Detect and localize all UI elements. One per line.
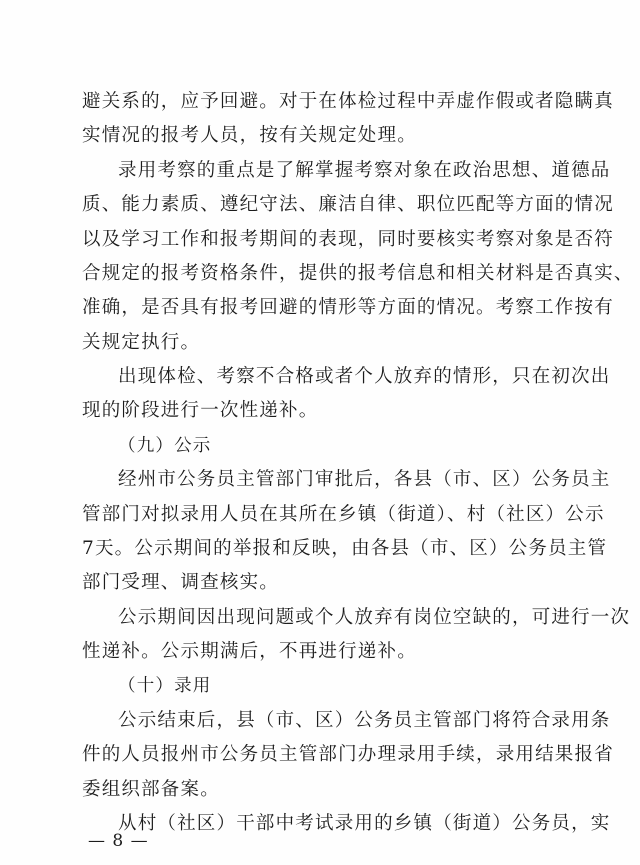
paragraph-start-line: 录用考察的重点是了解掌握考察对象在政治思想、道德品 [118, 160, 611, 181]
section-heading-luyong: （十）录用 [118, 676, 212, 696]
section-heading-gongshi: （九）公示 [118, 436, 212, 456]
text-line: 合规定的报考资格条件，提供的报考信息和相关材料是否真实、 [82, 263, 634, 284]
text-line: 性递补。公示期满后，不再进行递补。 [82, 641, 417, 662]
text-line: 关规定执行。 [82, 332, 201, 353]
text-line: 委组织部备案。 [82, 779, 220, 800]
text-line: 部门受理、调查核实。 [82, 572, 280, 593]
text-line: 准确，是否具有报考回避的情形等方面的情况。考察工作按有 [82, 297, 614, 318]
text-line: 件的人员报州市公务员主管部门办理录用手续，录用结果报省 [82, 744, 614, 765]
paragraph-start-line: 经州市公务员主管部门审批后，各县（市、区）公务员主 [118, 469, 611, 490]
text-line: 实情况的报考人员，按有关规定处理。 [82, 125, 417, 146]
page-number: — 8 — [88, 831, 149, 851]
paragraph-start-line: 公示期间因出现问题或个人放弃有岗位空缺的，可进行一次 [118, 607, 631, 628]
paragraph-start-line: 公示结束后，县（市、区）公务员主管部门将符合录用条 [118, 710, 611, 731]
paragraph-start-line: 从村（社区）干部中考试录用的乡镇（街道）公务员，实 [118, 813, 611, 834]
text-line: 以及学习工作和报考期间的表现，同时要核实考察对象是否符 [82, 229, 614, 250]
paragraph-start-line: 出现体检、考察不合格或者个人放弃的情形，只在初次出 [118, 366, 611, 387]
text-line: 质、能力素质、遵纪守法、廉洁自律、职位匹配等方面的情况 [82, 194, 614, 215]
text-line: 现的阶段进行一次性递补。 [82, 400, 319, 421]
text-line: 7天。公示期间的举报和反映，由各县（市、区）公务员主管 [82, 538, 608, 559]
text-line: 避关系的，应予回避。对于在体检过程中弄虚作假或者隐瞒真 [82, 91, 614, 112]
text-line: 管部门对拟录用人员在其所在乡镇（街道）、村（社区）公示 [82, 504, 605, 525]
